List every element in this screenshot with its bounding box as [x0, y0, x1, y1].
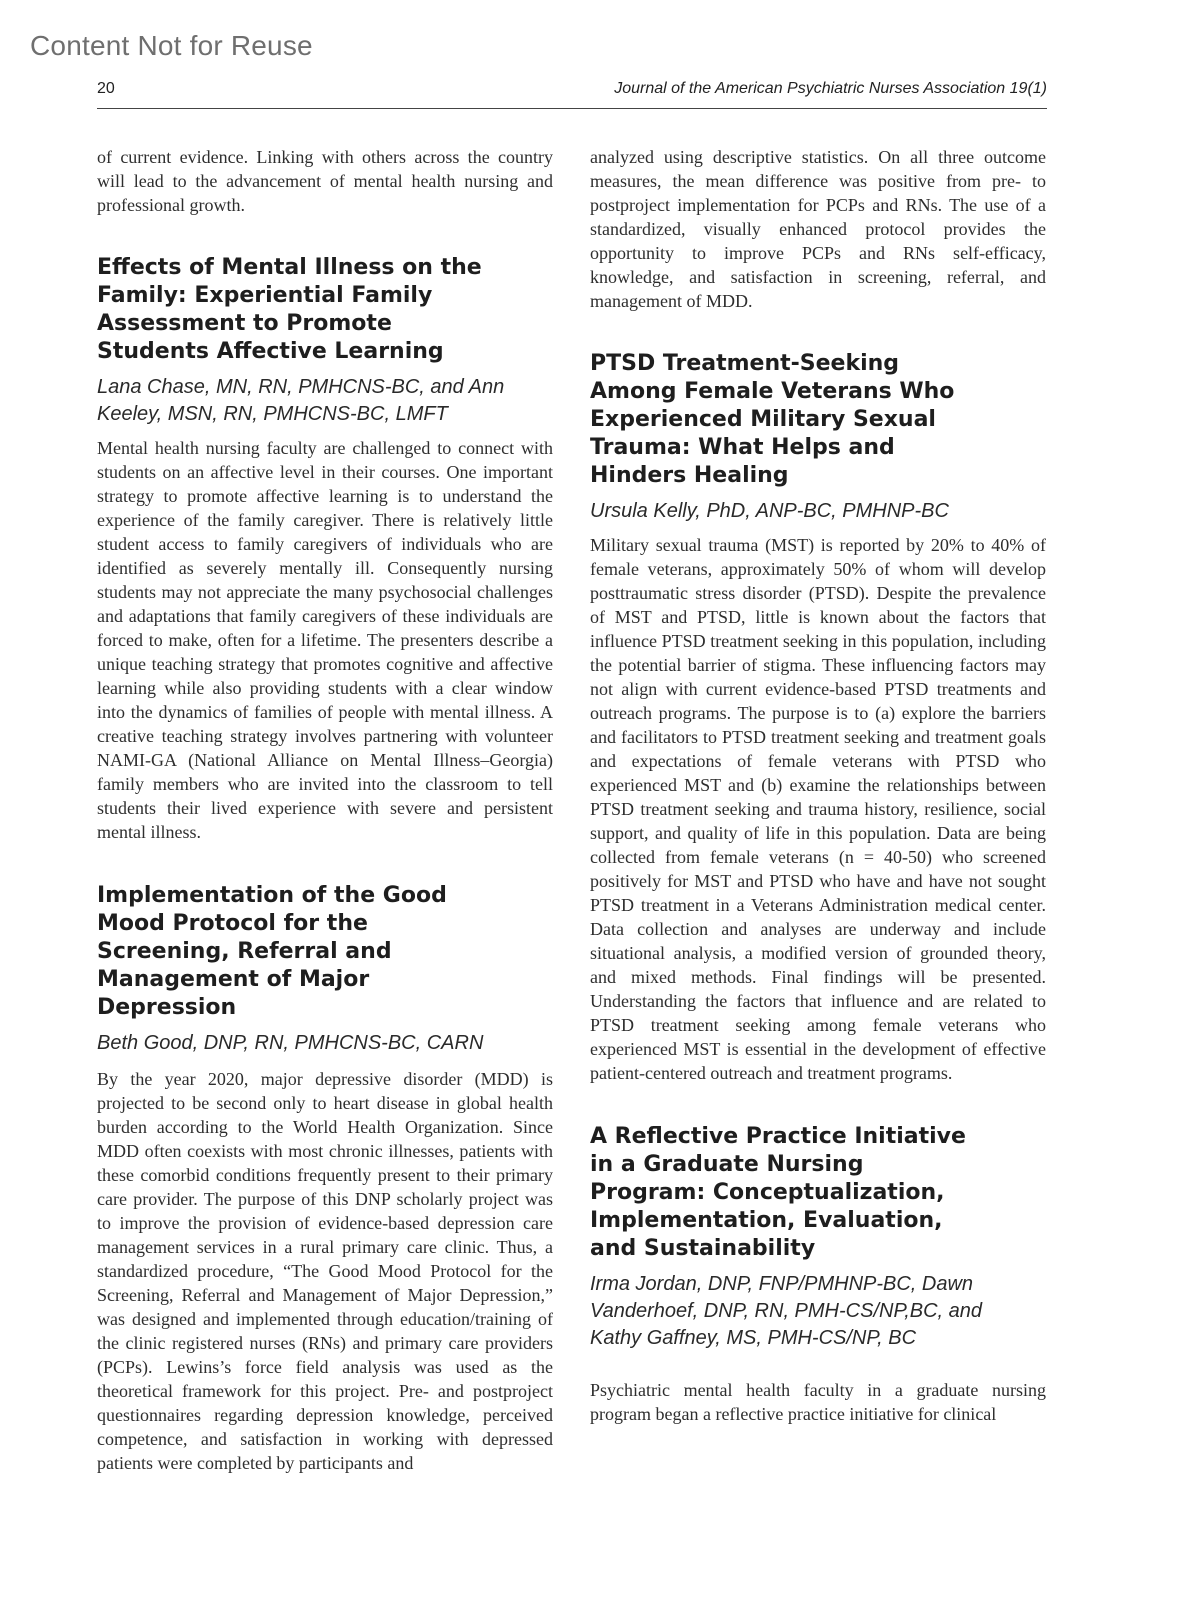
article-title: Effects of Mental Illness on the Family: Experiential Family Assessment to Promote Students Affective Learning — [97, 255, 482, 364]
left-column — [97, 145, 553, 1475]
article-authors: Ursula Kelly, PhD, ANP-BC, PMHNP-BC — [590, 500, 949, 522]
watermark: Content Not for Reuse — [30, 30, 313, 61]
article-title: Implementation of the Good Mood Protocol for the Screening, Referral and Management of Major Depression — [97, 883, 447, 1020]
article-abstract: Psychiatric mental health faculty in a graduate nursing program began a reflective practice initiative for clinical — [590, 1380, 1046, 1424]
article-abstract: By the year 2020, major depressive disorder (MDD) is projected to be second only to heart disease in global health burden according to the World Health Organization. Since MDD often coexists with most chronic illnesses, patients with these comorbid conditions frequently present to their primary care provider. The purpose of this DNP scholarly project was to improve the provision of evidence-based depression care management services in a rural primary care clinic. Thus, a standardized procedure, “The Good Mood Protocol for the Screening, Referral and Management of Major Depression,” was designed and implemented through education/training of the clinic registered nurses (RNs) and primary care providers (PCPs). Lewins’s force field analysis was used as the theoretical framework for this project. Pre- and postproject questionnaires regarding depression knowledge, perceived competence, and satisfaction in working with depressed patients were completed by participants and — [97, 1069, 553, 1473]
article-title: A Reflective Practice Initiative in a Graduate Nursing Program: Conceptualization, Implementation, Evaluation, and Sustainability — [590, 1124, 966, 1261]
article-authors: Lana Chase, MN, RN, PMHCNS-BC, and Ann Keeley, MSN, RN, PMHCNS-BC, LMFT — [97, 376, 505, 425]
article-authors: Beth Good, DNP, RN, PMHCNS-BC, CARN — [97, 1032, 484, 1054]
journal-name: Journal of the American Psychiatric Nurses Association 19(1) — [614, 80, 1047, 97]
intro-paragraph: of current evidence. Linking with others across the country will lead to the advancement of mental health nursing and professional growth. — [97, 147, 553, 215]
right-column — [590, 145, 1046, 1426]
article-authors: Irma Jordan, DNP, FNP/PMHNP-BC, Dawn Vanderhoef, DNP, RN, PMH-CS/NP,BC, and Kathy Gaffney, MS, PMH-CS/NP, BC — [590, 1273, 983, 1349]
article-title: PTSD Treatment-Seeking Among Female Veterans Who Experienced Military Sexual Trauma: What Helps and Hinders Healing — [590, 351, 955, 488]
running-header — [97, 80, 1047, 109]
continued-paragraph: analyzed using descriptive statistics. On all three outcome measures, the mean difference was positive from pre- to postproject implementation for PCPs and RNs. The use of a standardized, visually enhanced protocol provides the opportunity to improve PCPs and RNs self-efficacy, knowledge, and satisfaction in screening, referral, and management of MDD. — [590, 147, 1046, 311]
article-abstract: Mental health nursing faculty are challenged to connect with students on an affective level in their courses. One important strategy to promote affective learning is to understand the experience of the family caregiver. There is relatively little student access to family caregivers of individuals who are identified as severely mentally ill. Consequently nursing students may not appreciate the many psychosocial challenges and adaptations that family caregivers of these individuals are forced to make, often for a lifetime. The presenters describe a unique teaching strategy that promotes cognitive and affective learning while also providing students with a clear window into the dynamics of families of people with mental illness. A creative teaching strategy involves partnering with volunteer NAMI-GA (National Alliance on Mental Illness–Georgia) family members who are invited into the classroom to tell students their lived experience with severe and persistent mental illness. — [97, 438, 553, 842]
page-number: 20 — [97, 80, 115, 97]
article-abstract: Military sexual trauma (MST) is reported by 20% to 40% of female veterans, approximately 50% of whom will develop posttraumatic stress disorder (PTSD). Despite the prevalence of MST and PTSD, little is known about the factors that influence PTSD treatment seeking in this population, including the potential barrier of stigma. These influencing factors may not align with current evidence-based PTSD treatments and outreach programs. The purpose is to (a) explore the barriers and facilitators to PTSD treatment seeking and treatment goals and expectations of female veterans with PTSD who experienced MST and (b) examine the relationships between PTSD treatment seeking and trauma history, resilience, social support, and quality of life in this population. Data are being collected from female veterans (n = 40-50) who screened positively for MST and PTSD who have and have not sought PTSD treatment in a Veterans Administration medical center. Data collection and analyses are underway and include situational analysis, a modified version of grounded theory, and mixed methods. Final findings will be presented. Understanding the factors that influence and are related to PTSD treatment seeking among female veterans who experienced MST is essential in the development of effective patient-centered outreach and treatment programs. — [590, 535, 1046, 1083]
